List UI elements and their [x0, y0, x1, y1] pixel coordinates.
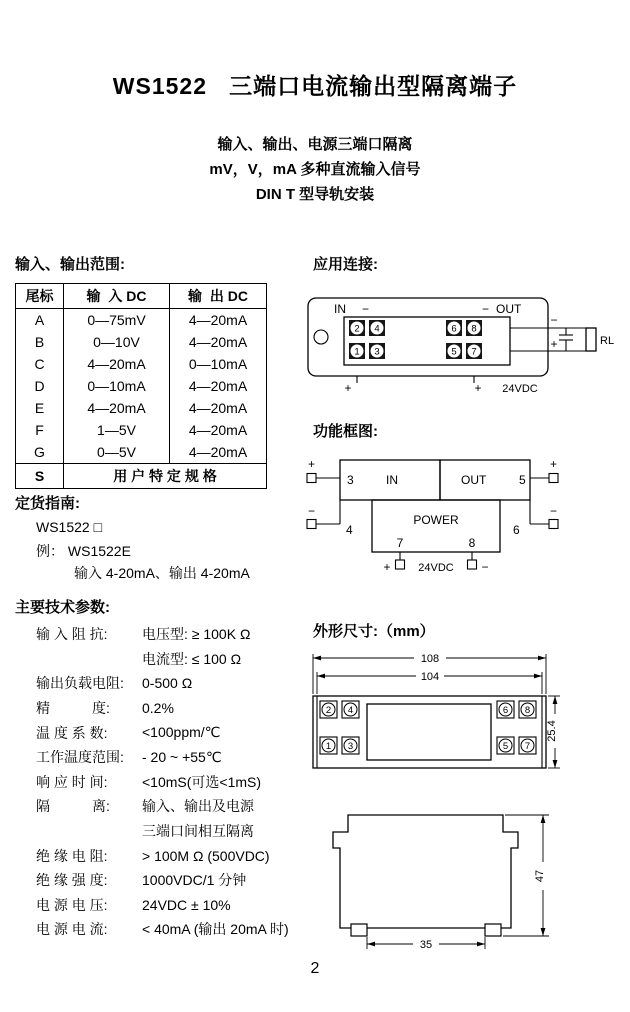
spec-supply-current	[36, 917, 289, 942]
spec-value: < 40mA (输出 20mA 时)	[142, 921, 289, 938]
svg-text:2: 2	[354, 323, 360, 335]
svg-text:4: 4	[374, 323, 380, 335]
table-header-row	[16, 284, 266, 309]
cell-suffix: C	[16, 353, 64, 375]
ordering-example: 例： WS1522E	[36, 543, 131, 559]
svg-text:8: 8	[524, 705, 531, 716]
blk-supply-plus: +	[383, 560, 391, 574]
cell-output: 4—20mA	[188, 334, 248, 350]
app-out-label: OUT	[496, 302, 522, 316]
page-title: WS1522 三端口电流输出型隔离端子	[112, 73, 518, 99]
spec-output-load-resistance	[36, 671, 289, 696]
cell-suffix: E	[16, 397, 64, 419]
svg-text:6: 6	[502, 705, 509, 716]
spec-isolation-cont	[36, 819, 289, 844]
table-row-custom-spec	[16, 463, 266, 488]
cell-input: 4—20mA	[64, 353, 170, 375]
terminal-2	[320, 701, 337, 718]
ordering-example-detail: 输入 4-20mA、输出 4-20mA	[74, 565, 250, 581]
blk-supply-minus: −	[481, 560, 489, 574]
svg-text:6: 6	[451, 323, 457, 335]
din-foot-left	[351, 924, 367, 936]
blk-power-label: POWER	[413, 513, 459, 527]
dimension-side-view	[303, 800, 563, 955]
specs-list	[36, 622, 289, 942]
cell-output: 4—20mA	[188, 400, 248, 416]
cell-input: 0—75mV	[64, 309, 170, 331]
application-heading: 应用连接:	[313, 256, 378, 273]
terminal-3	[342, 737, 359, 754]
cell-output: 0—10mA	[188, 356, 248, 372]
cell-suffix: B	[16, 331, 64, 353]
spec-value: 1000VDC/1 分钟	[142, 872, 247, 889]
function-block-diagram	[300, 452, 565, 577]
table-row	[16, 353, 266, 375]
blk-right-plus: +	[549, 457, 558, 471]
blk-left-plus: +	[307, 457, 316, 471]
spec-value: 24VDC ± 10%	[142, 896, 231, 913]
dim-47: 47	[534, 869, 546, 883]
svg-text:1: 1	[325, 741, 332, 752]
blk-terminal-3: 3	[347, 473, 354, 487]
blk-terminal-6: 6	[513, 523, 520, 537]
blk-in-label: IN	[386, 473, 398, 487]
svg-text:8: 8	[471, 323, 477, 335]
app-supply-label: 24VDC	[502, 383, 538, 395]
spec-insulation-resistance	[36, 843, 289, 868]
cell-input: 0—5V	[64, 441, 170, 463]
subtitle-signal-types: mV，V，mA 多种直流输入信号	[209, 161, 421, 178]
table-row	[16, 441, 266, 463]
blk-right-minus: −	[549, 504, 558, 518]
spec-input-impedance	[36, 622, 289, 647]
cell-output: 4—20mA	[188, 378, 248, 394]
cell-output: 4—20mA	[188, 422, 248, 438]
cell-suffix: F	[16, 419, 64, 441]
svg-text:1: 1	[354, 346, 360, 358]
spec-label: 精 度:	[36, 700, 110, 717]
subtitle-isolation: 输入、输出、电源三端口隔离	[217, 136, 413, 153]
terminal-3	[369, 343, 385, 359]
terminal-1	[320, 737, 337, 754]
spec-label: 输出负载电阻:	[36, 675, 124, 692]
spec-response-time	[36, 770, 289, 795]
spec-label: 绝 缘 强 度:	[36, 872, 108, 889]
din-foot-right	[485, 924, 501, 936]
table-row	[16, 397, 266, 419]
svg-text:5: 5	[502, 741, 509, 752]
svg-text:4: 4	[347, 705, 354, 716]
io-range-table	[15, 283, 267, 489]
spec-value: <10mS(可选<1mS)	[142, 773, 262, 790]
spec-label: 电 源 电 流:	[36, 921, 108, 938]
cell-output: 4—20mA	[188, 444, 248, 460]
spec-value: 电流型: ≤ 100 Ω	[142, 650, 242, 667]
ordering-heading: 定货指南:	[15, 495, 80, 512]
app-load-label: RL	[600, 335, 615, 347]
app-output-plus: +	[550, 337, 558, 351]
block-diagram-heading: 功能框图:	[313, 423, 378, 440]
dimension-top-view	[303, 648, 563, 778]
app-in-minus: −	[362, 302, 370, 316]
svg-text:3: 3	[347, 741, 354, 752]
side-profile	[333, 815, 518, 928]
blk-terminal-5: 5	[519, 473, 526, 487]
blk-out-label: OUT	[461, 473, 487, 487]
spec-value: 三端口间相互隔离	[142, 823, 254, 840]
ordering-model: WS1522 □	[36, 519, 103, 535]
terminal-5	[446, 343, 462, 359]
range-section-heading: 输入、输出范围:	[15, 256, 125, 273]
terminal-2	[349, 320, 365, 336]
spec-accuracy	[36, 696, 289, 721]
cell-input: 1—5V	[64, 419, 170, 441]
col-header-output: 输 出 DC	[170, 284, 266, 309]
specs-heading: 主要技术参数:	[15, 599, 110, 616]
app-output-minus: −	[550, 313, 558, 327]
dimensions-heading: 外形尺寸:（mm）	[313, 623, 435, 640]
spec-value: > 100M Ω (500VDC)	[142, 847, 270, 864]
spec-value: <100ppm/℃	[142, 724, 221, 741]
load-resistor	[586, 328, 596, 351]
cell-suffix: S	[16, 463, 64, 488]
spec-temperature-coefficient	[36, 720, 289, 745]
application-connection-diagram	[298, 284, 620, 406]
blk-left-minus: −	[307, 504, 316, 518]
spec-label: 温 度 系 数:	[36, 724, 108, 741]
cell-output: 4—20mA	[188, 312, 248, 328]
spec-value: 输入、输出及电源	[142, 798, 254, 815]
svg-text:7: 7	[524, 741, 531, 752]
spec-supply-voltage	[36, 893, 289, 918]
terminal-8	[466, 320, 482, 336]
spec-label: 输 入 阻 抗:	[36, 626, 108, 643]
spec-value: 0.2%	[142, 700, 174, 717]
terminal-8	[519, 701, 536, 718]
svg-text:7: 7	[471, 346, 477, 358]
cell-suffix: D	[16, 375, 64, 397]
dim-35: 35	[419, 939, 433, 951]
spec-value: - 20 ~ +55℃	[142, 748, 222, 765]
page-number: 2	[310, 960, 320, 977]
cell-custom-spec: 用 户 特 定 规 格	[64, 463, 266, 488]
terminal-7	[466, 343, 482, 359]
svg-text:2: 2	[325, 705, 332, 716]
table-row	[16, 331, 266, 353]
app-in-label: IN	[334, 302, 346, 316]
blk-terminal-8: 8	[468, 536, 476, 550]
cell-suffix: A	[16, 309, 64, 331]
spec-operating-temperature-range	[36, 745, 289, 770]
spec-label: 电 源 电 压:	[36, 896, 108, 913]
dim-104: 104	[420, 671, 440, 683]
svg-text:5: 5	[451, 346, 457, 358]
spec-value: 0-500 Ω	[142, 675, 193, 692]
app-out-minus: −	[482, 302, 490, 316]
spec-label: 隔 离:	[36, 798, 110, 815]
svg-text:3: 3	[374, 346, 380, 358]
table-row	[16, 419, 266, 441]
spec-input-impedance-cont	[36, 647, 289, 672]
blk-terminal-7: 7	[396, 536, 404, 550]
app-input-plus: +	[344, 381, 352, 395]
spec-label: 绝 缘 电 阻:	[36, 847, 108, 864]
col-header-input: 输 入 DC	[64, 284, 170, 309]
spec-insulation-strength	[36, 868, 289, 893]
blk-terminal-4: 4	[346, 523, 353, 537]
dim-108: 108	[420, 653, 440, 665]
terminal-4	[342, 701, 359, 718]
col-header-suffix: 尾标	[16, 284, 64, 309]
cell-input: 4—20mA	[64, 397, 170, 419]
terminal-1	[349, 343, 365, 359]
terminal-7	[519, 737, 536, 754]
app-supply-plus: +	[474, 381, 482, 395]
spec-isolation	[36, 794, 289, 819]
subtitle-din-mount: DIN T 型导轨安装	[255, 186, 375, 203]
terminal-6	[446, 320, 462, 336]
blk-supply-label: 24VDC	[418, 562, 454, 574]
block-boxes	[340, 460, 530, 552]
table-row	[16, 375, 266, 397]
cell-input: 0—10V	[64, 331, 170, 353]
terminal-6	[497, 701, 514, 718]
cell-suffix: G	[16, 441, 64, 463]
spec-value: 电压型: ≥ 100K Ω	[142, 626, 251, 643]
table-row	[16, 309, 266, 331]
terminal-5	[497, 737, 514, 754]
terminal-4	[369, 320, 385, 336]
spec-label: 响 应 时 间:	[36, 773, 108, 790]
spec-label: 工作温度范围:	[36, 749, 124, 766]
cell-input: 0—10mA	[64, 375, 170, 397]
dim-25-4: 25.4	[546, 720, 558, 742]
